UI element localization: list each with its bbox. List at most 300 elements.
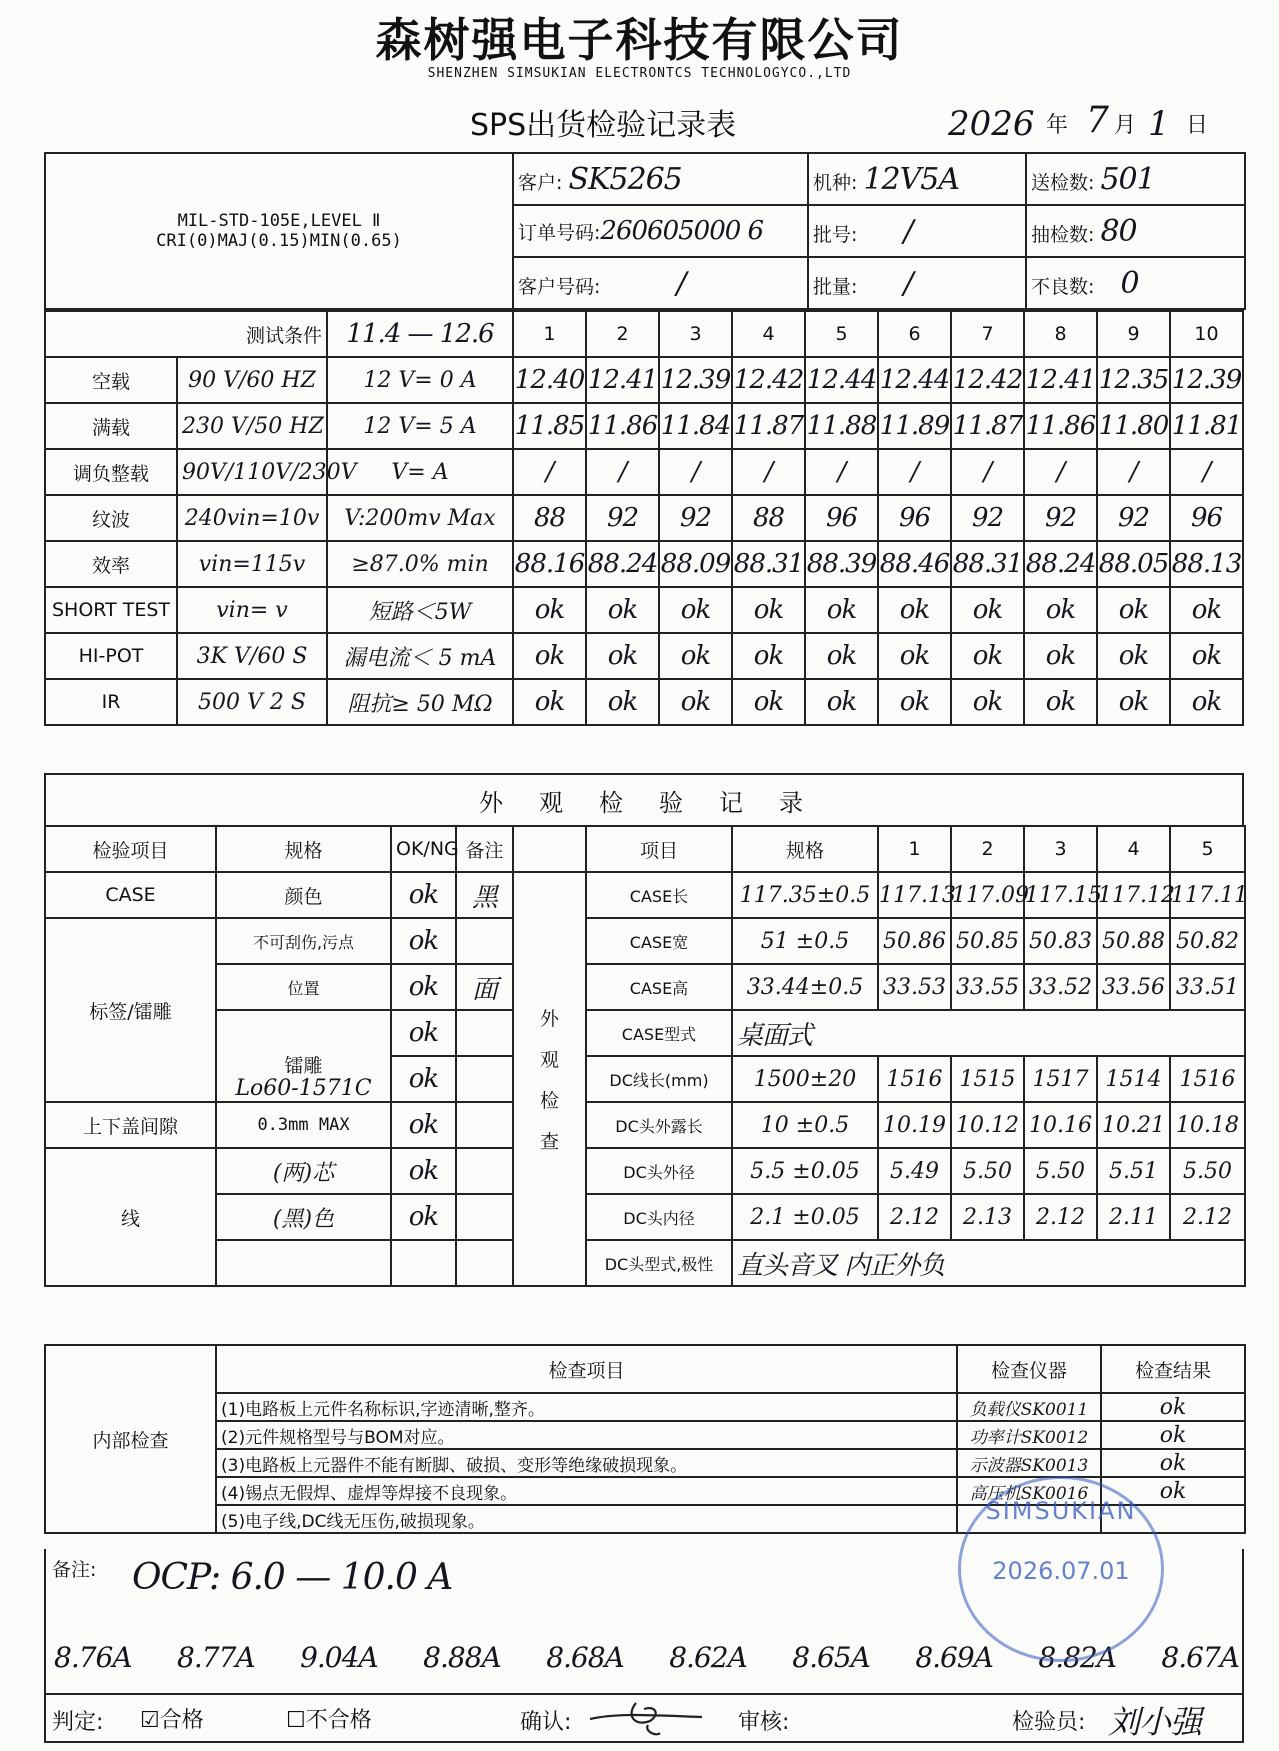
- test-value: ok: [805, 587, 878, 633]
- appearance-right-header: 1: [878, 826, 951, 872]
- label-ok: ok: [391, 1056, 456, 1102]
- fail-checkbox-icon: ☐: [286, 1708, 306, 1733]
- dim-value: 2.11: [1097, 1194, 1170, 1240]
- ocp-value: 8.77A: [177, 1641, 255, 1674]
- test-condition-2: V= A: [327, 449, 513, 495]
- test-value: 11.86: [1024, 403, 1097, 449]
- internal-instrument: 功率计SK0012: [957, 1421, 1101, 1449]
- footer-box: [44, 1695, 1244, 1743]
- dim-item: CASE宽: [586, 918, 732, 964]
- wire-spec: [216, 1240, 391, 1286]
- date-month: 7: [1086, 100, 1109, 141]
- sent-qty-label: 送检数:: [1031, 171, 1095, 194]
- appearance-vertical-label: [513, 872, 586, 1286]
- dim-value: 33.53: [878, 964, 951, 1010]
- internal-item: (4)锡点无假焊、虚焊等焊接不良现象。: [216, 1477, 957, 1505]
- test-value: 88.31: [732, 541, 805, 587]
- test-value: 96: [805, 495, 878, 541]
- test-value: ok: [513, 633, 586, 679]
- test-condition-1: vin=115v: [177, 541, 327, 587]
- test-row: [45, 679, 1243, 725]
- test-value: 12.39: [659, 357, 732, 403]
- dim-item: DC头内径: [586, 1194, 732, 1240]
- date-year: 2026: [948, 104, 1035, 144]
- test-value: 12.42: [732, 357, 805, 403]
- dim-value: 2.12: [1170, 1194, 1245, 1240]
- label-spec: 不可刮伤,污点: [216, 918, 391, 964]
- test-value: ok: [878, 633, 951, 679]
- ocp-value: 8.76A: [54, 1641, 132, 1674]
- dim-value: 117.09: [951, 872, 1024, 918]
- internal-result: ok: [1101, 1421, 1245, 1449]
- test-value: 11.85: [513, 403, 586, 449]
- test-value: ok: [732, 679, 805, 725]
- dim-value: 33.52: [1024, 964, 1097, 1010]
- internal-instrument: 示波器SK0013: [957, 1449, 1101, 1477]
- test-value: 11.81: [1170, 403, 1243, 449]
- fail-label: 不合格: [305, 1708, 372, 1733]
- test-value: 11.89: [878, 403, 951, 449]
- internal-item: (5)电子线,DC线无压伤,破损现象。: [216, 1505, 957, 1533]
- confirm-label: 确认:: [520, 1710, 572, 1735]
- label-note: [456, 918, 513, 964]
- batch-qty-value: /: [903, 265, 913, 301]
- test-row: [45, 587, 1243, 633]
- sample-number: 8: [1024, 311, 1097, 357]
- test-value: 88: [732, 495, 805, 541]
- internal-result: ok: [1101, 1477, 1245, 1505]
- test-value: ok: [878, 679, 951, 725]
- standard-line-2: CRI(0)MAJ(0.15)MIN(0.65): [156, 231, 402, 251]
- test-row: [45, 495, 1243, 541]
- dim-value: 50.82: [1170, 918, 1245, 964]
- internal-header: 检查结果: [1101, 1345, 1245, 1393]
- test-value: 11.88: [805, 403, 878, 449]
- dim-value: 1516: [878, 1056, 951, 1102]
- test-value: 88.05: [1097, 541, 1170, 587]
- sample-number: 3: [659, 311, 732, 357]
- dim-value: 1517: [1024, 1056, 1097, 1102]
- test-value: ok: [513, 587, 586, 633]
- dim-spec: 直头音叉 内正外负: [732, 1240, 1245, 1286]
- test-condition-2: 短路＜5W: [327, 587, 513, 633]
- test-value: ok: [805, 679, 878, 725]
- test-value: ok: [659, 633, 732, 679]
- test-value: 12.41: [1024, 357, 1097, 403]
- sample-number: 10: [1170, 311, 1243, 357]
- appearance-left-header: OK/NG: [391, 826, 456, 872]
- dim-spec: 10 ±0.5: [732, 1102, 878, 1148]
- test-value: 92: [951, 495, 1024, 541]
- test-row: [45, 403, 1243, 449]
- internal-result: ok: [1101, 1449, 1245, 1477]
- test-value: ok: [805, 633, 878, 679]
- dim-value: 33.56: [1097, 964, 1170, 1010]
- batch-qty-label: 批量:: [813, 275, 858, 298]
- wire-spec: (黑)色: [216, 1194, 391, 1240]
- form-title: SPS出货检验记录表: [470, 108, 737, 143]
- dim-spec: 2.1 ±0.05: [732, 1194, 878, 1240]
- model-cell: [808, 153, 1026, 205]
- test-value: /: [878, 449, 951, 495]
- batch-qty-cell: [808, 257, 1026, 309]
- vertical-label-char: 观: [539, 1049, 559, 1071]
- test-condition-2: 12 V= 5 A: [327, 403, 513, 449]
- ocp-value: 8.68A: [546, 1641, 624, 1674]
- test-value: 92: [586, 495, 659, 541]
- appearance-table: [44, 825, 1246, 1287]
- test-value: /: [732, 449, 805, 495]
- test-value: 92: [1097, 495, 1170, 541]
- test-condition-value: 11.4 — 12.6: [327, 311, 513, 357]
- ocp-value: 8.62A: [669, 1641, 747, 1674]
- test-value: 12.44: [878, 357, 951, 403]
- internal-instrument: 负载仪SK0011: [957, 1393, 1101, 1421]
- wire-ok: ok: [391, 1194, 456, 1240]
- dim-spec: 117.35±0.5: [732, 872, 878, 918]
- dim-item: CASE高: [586, 964, 732, 1010]
- sample-qty-label: 抽检数:: [1031, 223, 1095, 246]
- appearance-vertical-spacer: [513, 826, 586, 872]
- gap-label: 上下盖间隙: [45, 1102, 216, 1148]
- test-condition-1: 90V/110V/230V: [177, 449, 327, 495]
- test-value: /: [951, 449, 1024, 495]
- appearance-left-header: 检验项目: [45, 826, 216, 872]
- model-value: 12V5A: [863, 161, 960, 197]
- test-value: 88.13: [1170, 541, 1243, 587]
- vertical-label-char: 检: [539, 1090, 559, 1112]
- test-condition-1: 230 V/50 HZ: [177, 403, 327, 449]
- dim-item: CASE长: [586, 872, 732, 918]
- test-value: ok: [1170, 633, 1243, 679]
- inspector-label: 检验员:: [1012, 1710, 1086, 1735]
- test-value: 12.40: [513, 357, 586, 403]
- dim-value: 33.55: [951, 964, 1024, 1010]
- batch-cell: [808, 205, 1026, 257]
- confirm-signature: [586, 1697, 706, 1739]
- internal-result: ok: [1101, 1393, 1245, 1421]
- order-cell: [513, 205, 808, 257]
- test-condition-1: 3K V/60 S: [177, 633, 327, 679]
- dim-value: 10.18: [1170, 1102, 1245, 1148]
- case-spec: 颜色: [216, 872, 391, 918]
- vertical-label-char: 外: [539, 1008, 559, 1030]
- dim-value: 10.16: [1024, 1102, 1097, 1148]
- dim-value: 2.12: [1024, 1194, 1097, 1240]
- gap-note: [456, 1102, 513, 1148]
- date-day: 1: [1148, 104, 1170, 144]
- dim-spec: 桌面式: [732, 1010, 1245, 1056]
- test-value: 11.84: [659, 403, 732, 449]
- dim-item: CASE型式: [586, 1010, 732, 1056]
- dim-value: 2.13: [951, 1194, 1024, 1240]
- sample-number: 2: [586, 311, 659, 357]
- test-value: 12.44: [805, 357, 878, 403]
- stamp-date: 2026.07.01: [992, 1557, 1130, 1585]
- standard-line-1: MIL-STD-105E,LEVEL Ⅱ: [177, 211, 381, 231]
- gap-spec: 0.3mm MAX: [216, 1102, 391, 1148]
- sample-number: 4: [732, 311, 805, 357]
- dim-spec: 5.5 ±0.05: [732, 1148, 878, 1194]
- test-value: ok: [878, 587, 951, 633]
- appearance-right-header: 5: [1170, 826, 1245, 872]
- inspector-name: 刘小强: [1108, 1703, 1202, 1741]
- test-value: 88.09: [659, 541, 732, 587]
- case-note: 黑: [456, 872, 513, 918]
- label-ok: ok: [391, 1010, 456, 1056]
- test-value: 88.24: [1024, 541, 1097, 587]
- dim-value: 33.51: [1170, 964, 1245, 1010]
- internal-label: 内部检查: [45, 1345, 216, 1533]
- test-value: 96: [878, 495, 951, 541]
- ocp-value: 8.88A: [423, 1641, 501, 1674]
- label-group: 标签/镭雕: [45, 918, 216, 1102]
- dim-item: DC头外径: [586, 1148, 732, 1194]
- ocp-value: 8.67A: [1161, 1641, 1239, 1674]
- test-condition-2: 12 V= 0 A: [327, 357, 513, 403]
- test-value: 11.86: [586, 403, 659, 449]
- defect-value: 0: [1120, 265, 1139, 301]
- sample-qty-value: 80: [1100, 213, 1137, 249]
- test-value: ok: [732, 633, 805, 679]
- test-value: 88: [513, 495, 586, 541]
- internal-header: 检查仪器: [957, 1345, 1101, 1393]
- batch-value: /: [903, 213, 913, 249]
- customer-label: 客户:: [518, 171, 563, 194]
- appearance-left-header: 备注: [456, 826, 513, 872]
- internal-item: (2)元件规格型号与BOM对应。: [216, 1421, 957, 1449]
- electrical-test-table: [44, 310, 1244, 726]
- sample-qty-cell: [1026, 205, 1245, 257]
- label-spec: 位置: [216, 964, 391, 1010]
- appearance-left-header: 规格: [216, 826, 391, 872]
- appearance-section-title: 外 观 检 验 记 录: [45, 774, 1243, 826]
- appearance-title-table: [44, 773, 1244, 827]
- wire-ok: ok: [391, 1148, 456, 1194]
- test-value: ok: [1097, 587, 1170, 633]
- company-name-cn: 森树强电子科技有限公司: [375, 13, 904, 67]
- dim-value: 50.88: [1097, 918, 1170, 964]
- dim-value: 2.12: [878, 1194, 951, 1240]
- company-name-en: SHENZHEN SIMSUKIAN ELECTRONTCS TECHNOLOGYCO.,LTD: [427, 66, 852, 81]
- sample-number: 9: [1097, 311, 1170, 357]
- cust-no-value: /: [676, 265, 686, 301]
- date-year-unit: 年: [1046, 113, 1069, 138]
- test-value: /: [1170, 449, 1243, 495]
- customer-value: SK5265: [568, 161, 682, 197]
- dim-value: 50.83: [1024, 918, 1097, 964]
- test-value: 92: [659, 495, 732, 541]
- test-condition-2: 漏电流＜ 5 mA: [327, 633, 513, 679]
- internal-item: (3)电路板上元器件不能有断脚、破损、变形等绝缘破损现象。: [216, 1449, 957, 1477]
- ocp-value: 8.82A: [1038, 1641, 1116, 1674]
- ocp-value: 9.04A: [300, 1641, 378, 1674]
- header-info-table: [44, 152, 1246, 310]
- label-ok: ok: [391, 964, 456, 1010]
- wire-label: 线: [45, 1148, 216, 1286]
- dim-item: DC头外露长: [586, 1102, 732, 1148]
- test-name: 纹波: [45, 495, 177, 541]
- remarks-label: 备注:: [52, 1559, 97, 1581]
- dim-value: 10.12: [951, 1102, 1024, 1148]
- appearance-right-header: 项目: [586, 826, 732, 872]
- date-day-unit: 日: [1186, 113, 1209, 138]
- appearance-right-header: 4: [1097, 826, 1170, 872]
- test-value: 96: [1170, 495, 1243, 541]
- label-note: [456, 1010, 513, 1056]
- test-value: /: [805, 449, 878, 495]
- test-value: ok: [1097, 679, 1170, 725]
- test-value: ok: [1024, 587, 1097, 633]
- test-value: ok: [513, 679, 586, 725]
- test-value: 88.31: [951, 541, 1024, 587]
- test-value: ok: [1024, 679, 1097, 725]
- test-condition-2: ≥87.0% min: [327, 541, 513, 587]
- case-ok: ok: [391, 872, 456, 918]
- test-value: ok: [659, 587, 732, 633]
- dim-value: 117.15: [1024, 872, 1097, 918]
- test-row: [45, 449, 1243, 495]
- test-value: 11.87: [732, 403, 805, 449]
- test-value: /: [1097, 449, 1170, 495]
- test-name: 满载: [45, 403, 177, 449]
- sent-qty-value: 501: [1100, 161, 1155, 197]
- company-stamp: [958, 1476, 1164, 1662]
- test-condition-1: 500 V 2 S: [177, 679, 327, 725]
- dim-item: DC线长(mm): [586, 1056, 732, 1102]
- dim-value: 5.50: [1170, 1148, 1245, 1194]
- test-value: 92: [1024, 495, 1097, 541]
- test-value: ok: [1024, 633, 1097, 679]
- test-name: SHORT TEST: [45, 587, 177, 633]
- wire-spec: (两)芯: [216, 1148, 391, 1194]
- test-condition-1: 90 V/60 HZ: [177, 357, 327, 403]
- customer-cell: [513, 153, 808, 205]
- sample-number: 5: [805, 311, 878, 357]
- test-value: /: [1024, 449, 1097, 495]
- dim-value: 1514: [1097, 1056, 1170, 1102]
- sample-number: 7: [951, 311, 1024, 357]
- test-value: 88.24: [586, 541, 659, 587]
- test-condition-1: vin= v: [177, 587, 327, 633]
- label-note: [456, 1056, 513, 1102]
- test-value: ok: [586, 679, 659, 725]
- test-value: 12.42: [951, 357, 1024, 403]
- dim-spec: 1500±20: [732, 1056, 878, 1102]
- dim-spec: 51 ±0.5: [732, 918, 878, 964]
- internal-item: (1)电路板上元件名称标识,字迹清晰,整齐。: [216, 1393, 957, 1421]
- label-note: 面: [456, 964, 513, 1010]
- test-name: 空载: [45, 357, 177, 403]
- test-condition-2: 阻抗≥ 50 MΩ: [327, 679, 513, 725]
- wire-note: [456, 1240, 513, 1286]
- test-name: HI-POT: [45, 633, 177, 679]
- test-value: 88.46: [878, 541, 951, 587]
- test-row: [45, 633, 1243, 679]
- test-value: /: [586, 449, 659, 495]
- label-ok: ok: [391, 918, 456, 964]
- test-name: 效率: [45, 541, 177, 587]
- test-row: [45, 357, 1243, 403]
- dim-value: 117.13: [878, 872, 951, 918]
- cust-no-label: 客户号码:: [518, 275, 601, 298]
- defect-cell: [1026, 257, 1245, 309]
- laser-cell: [216, 1010, 391, 1102]
- test-value: ok: [586, 587, 659, 633]
- fail-option: [286, 1703, 372, 1734]
- test-value: /: [659, 449, 732, 495]
- test-row: [45, 541, 1243, 587]
- test-value: 12.35: [1097, 357, 1170, 403]
- internal-header: 检查项目: [216, 1345, 957, 1393]
- dim-value: 117.11: [1170, 872, 1245, 918]
- judge-label: 判定:: [52, 1710, 104, 1735]
- test-condition-label: 测试条件: [45, 311, 327, 357]
- test-name: 调负整载: [45, 449, 177, 495]
- appearance-right-header: 2: [951, 826, 1024, 872]
- dim-item: DC头型式,极性: [586, 1240, 732, 1286]
- test-name: IR: [45, 679, 177, 725]
- case-label: CASE: [45, 872, 216, 918]
- test-value: 11.87: [951, 403, 1024, 449]
- gap-ok: ok: [391, 1102, 456, 1148]
- order-label: 订单号码:: [518, 222, 601, 244]
- test-value: ok: [951, 633, 1024, 679]
- model-label: 机种:: [813, 171, 858, 194]
- test-value: 88.16: [513, 541, 586, 587]
- batch-label: 批号:: [813, 223, 858, 246]
- test-value: 12.41: [586, 357, 659, 403]
- sample-number: 1: [513, 311, 586, 357]
- test-value: ok: [951, 587, 1024, 633]
- test-value: ok: [1097, 633, 1170, 679]
- ocp-value: 8.69A: [915, 1641, 993, 1674]
- internal-instrument: 高压机SK0016: [957, 1477, 1101, 1505]
- test-value: 88.39: [805, 541, 878, 587]
- pass-option: [140, 1703, 204, 1734]
- dim-spec: 33.44±0.5: [732, 964, 878, 1010]
- sent-qty-cell: [1026, 153, 1245, 205]
- dim-value: 50.86: [878, 918, 951, 964]
- remarks-ocp: OCP: 6.0 — 10.0 A: [132, 1557, 453, 1598]
- test-value: /: [513, 449, 586, 495]
- pass-checkbox-icon: ☑: [140, 1708, 160, 1733]
- order-value: 260605000 6: [600, 216, 764, 246]
- appearance-right-header: 规格: [732, 826, 878, 872]
- defect-label: 不良数:: [1031, 275, 1095, 298]
- test-value: ok: [951, 679, 1024, 725]
- test-value: ok: [1170, 679, 1243, 725]
- standard-cell: [45, 153, 513, 309]
- dim-value: 1515: [951, 1056, 1024, 1102]
- appearance-right-header: 3: [1024, 826, 1097, 872]
- test-value: ok: [586, 633, 659, 679]
- stamp-company: SIMSUKIAN: [985, 1497, 1137, 1525]
- vertical-label-char: 查: [539, 1131, 559, 1153]
- test-value: ok: [1170, 587, 1243, 633]
- cust-no-cell: [513, 257, 808, 309]
- test-value: 12.39: [1170, 357, 1243, 403]
- ocp-value: 8.65A: [792, 1641, 870, 1674]
- dim-value: 5.51: [1097, 1148, 1170, 1194]
- test-value: ok: [659, 679, 732, 725]
- dim-value: 10.19: [878, 1102, 951, 1148]
- laser-value: Lo60-1571C: [235, 1075, 372, 1101]
- dim-value: 5.50: [1024, 1148, 1097, 1194]
- wire-note: [456, 1194, 513, 1240]
- sample-number: 6: [878, 311, 951, 357]
- test-value: ok: [732, 587, 805, 633]
